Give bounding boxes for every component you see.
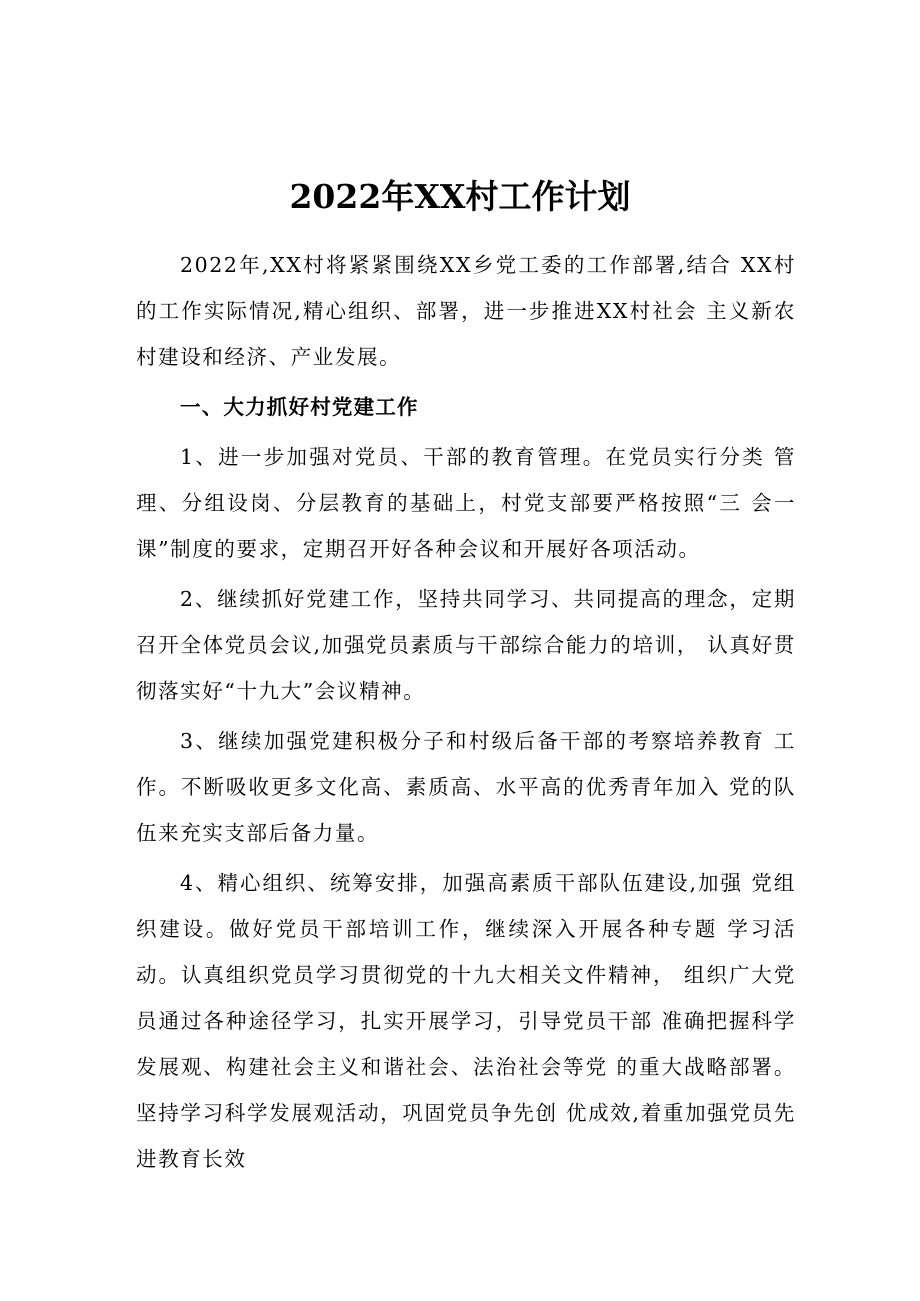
item-paragraph-4: 4、精心组织、统筹安排，加强高素质干部队伍建设,加强 党组织建设。做好党员干部培训工作，继续深入开展各种专题 学习活动。认真组织党员学习贯彻党的十九大相关文件精神， 组织广大党员通过各种途径学习，扎实开展学习，引导党员干部 准确把握科学发展观、构建社会主义和谐社会、法治社会等党 的重大战略部署。坚持学习科学发展观活动，巩固党员争先创 优成效,着重加强党员先进教育长效 — [136, 871, 796, 1171]
document-title: 2022年XX村工作计划 — [289, 177, 631, 216]
item-paragraph-1: 1、进一步加强对党员、干部的教育管理。在党员实行分类 管理、分组设岗、分层教育的基础上，村党支部要严格按照“三 会一课”制度的要求，定期召开好各种会议和开展好各项活动。 — [136, 445, 796, 561]
item-paragraph-3: 3、继续加强党建积极分子和村级后备干部的考察培养教育 工作。不断吸收更多文化高、素质高、水平高的优秀青年加入 党的队伍来充实支部后备力量。 — [136, 729, 796, 845]
item-paragraph-2: 2、继续抓好党建工作，坚持共同学习、共同提高的理念，定期召开全体党员会议,加强党员素质与干部综合能力的培训， 认真好贯彻落实好“十九大”会议精神。 — [136, 587, 796, 703]
intro-paragraph: 2022年,XX村将紧紧围绕XX乡党工委的工作部署,结合 XX村的工作实际情况,精心组织、部署，进一步推进XX村社会 主义新农村建设和经济、产业发展。 — [136, 253, 796, 369]
document-body — [136, 242, 796, 1182]
section-heading: 一、大力抓好村党建工作 — [180, 395, 419, 419]
